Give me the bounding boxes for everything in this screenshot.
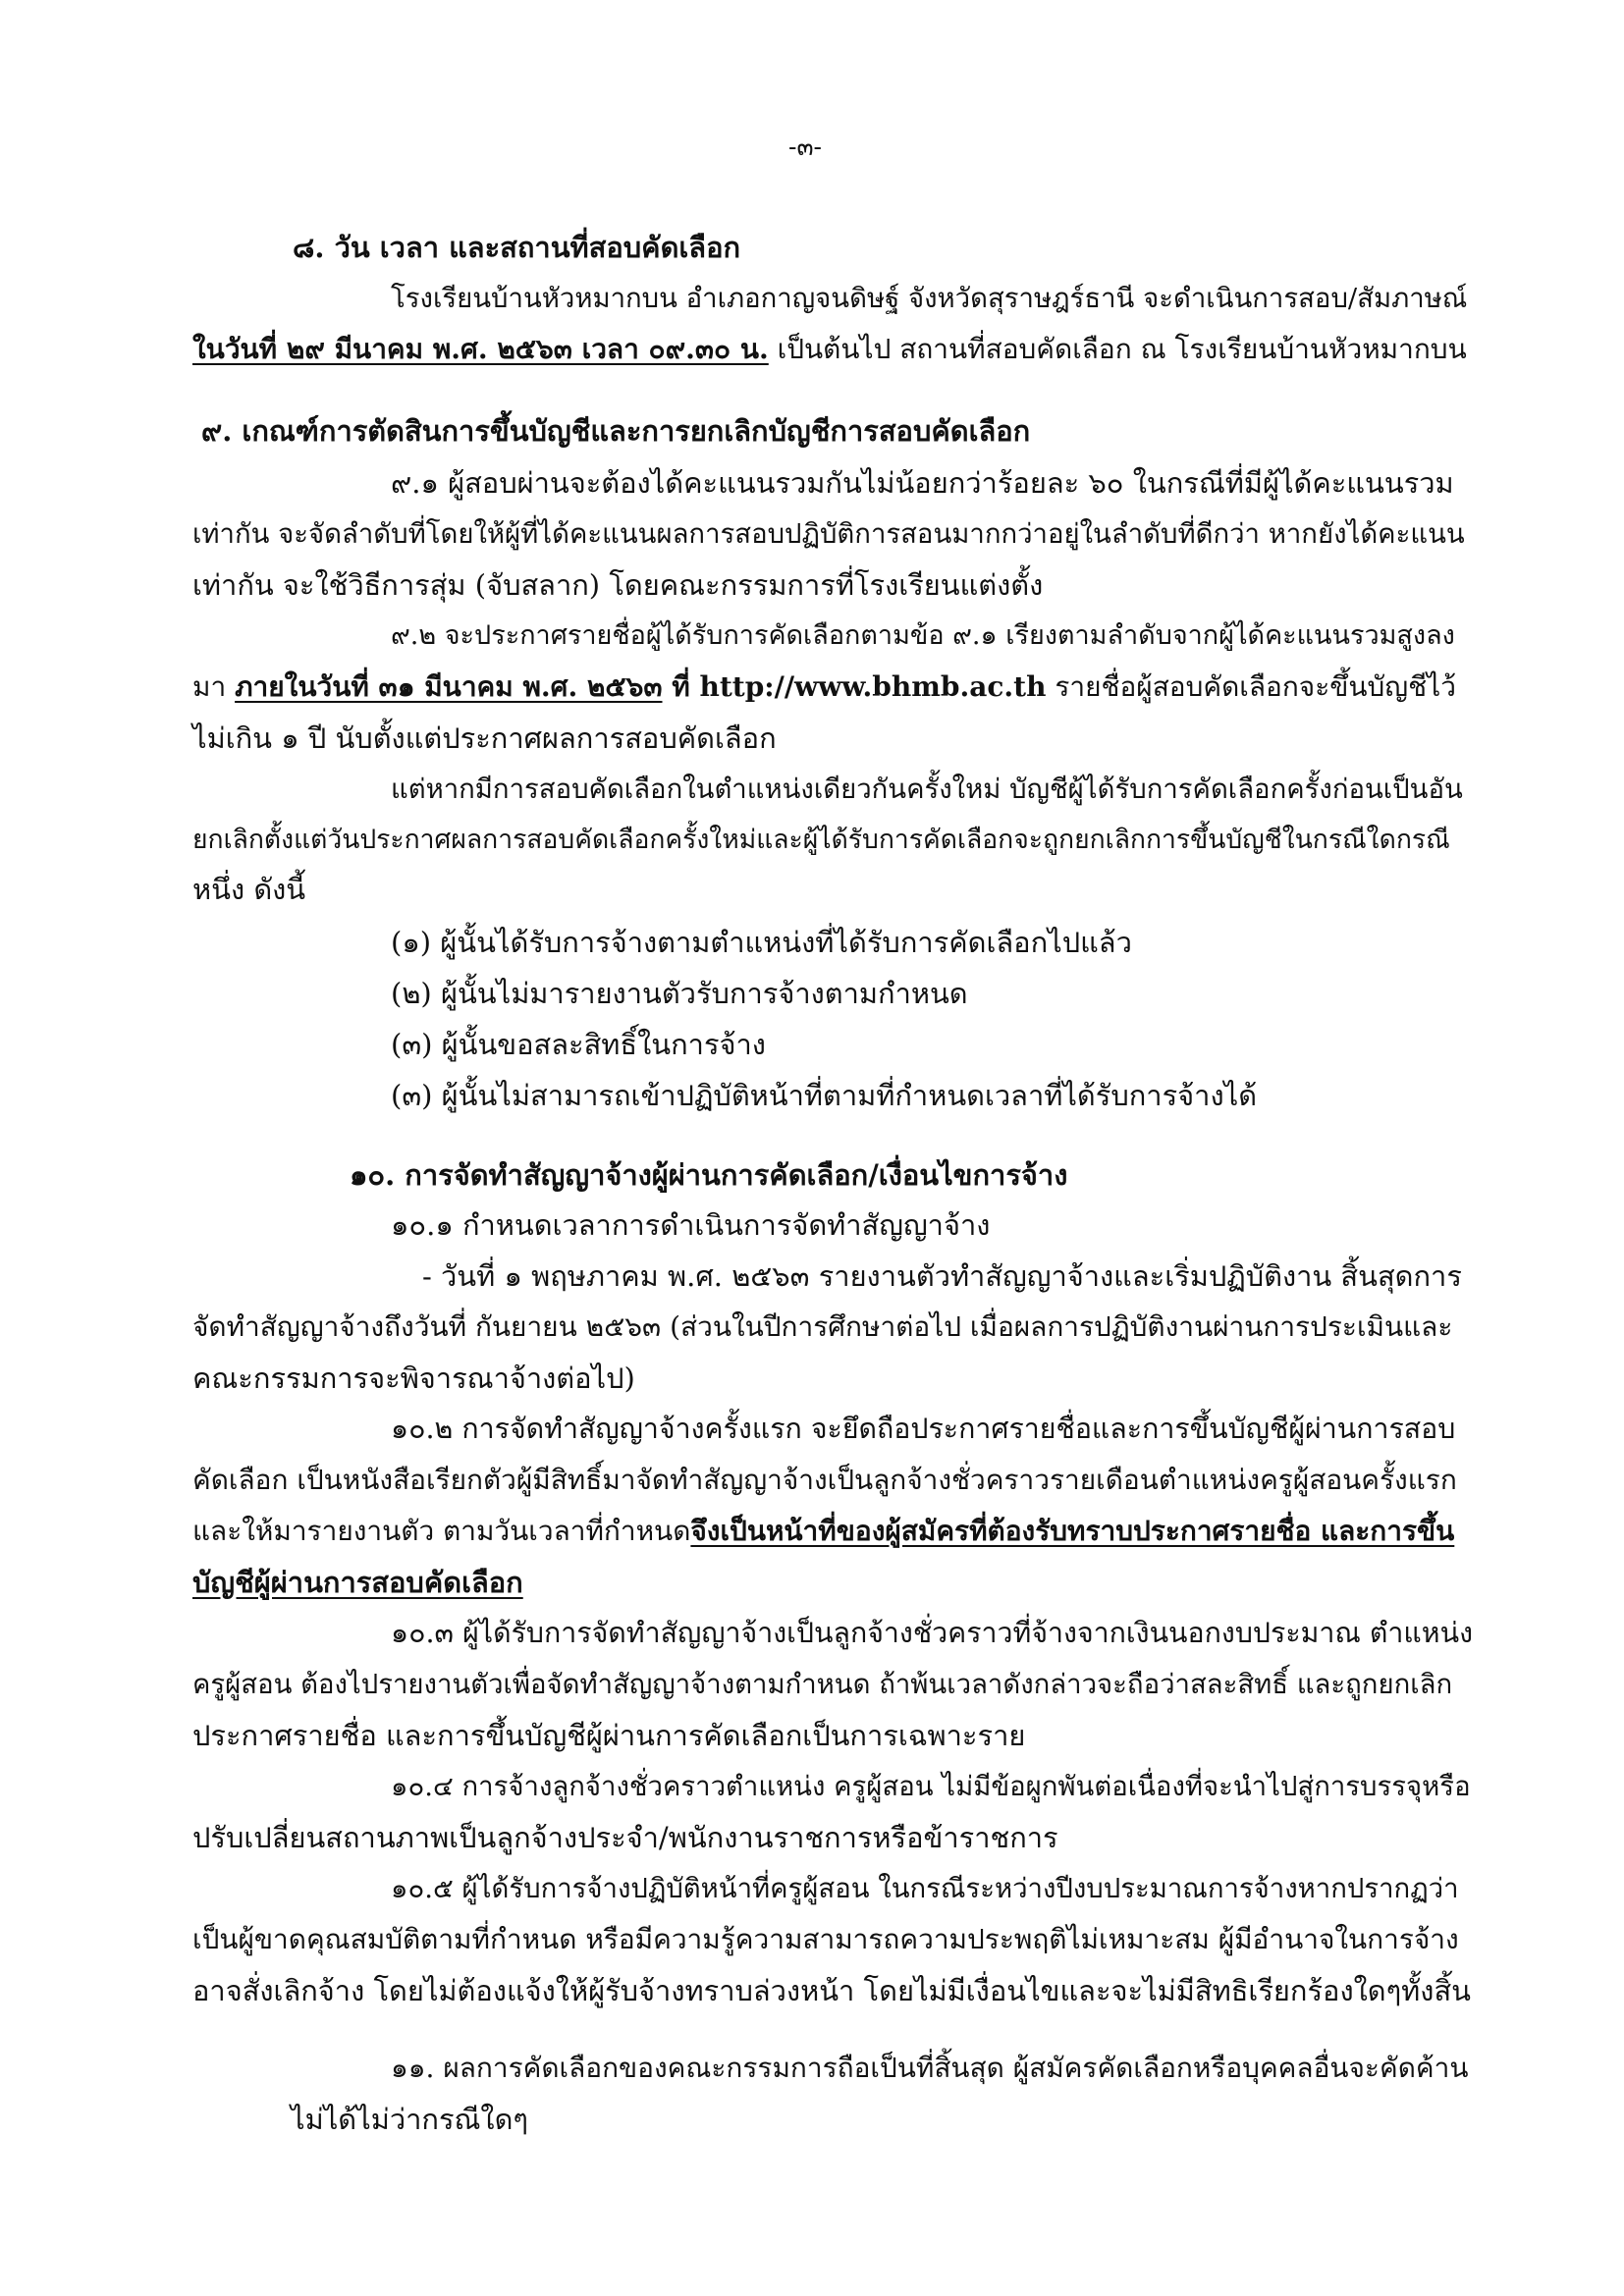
para-9-2-suffix: รายชื่อผู้สอบคัดเลือกจะขึ้นบัญชีไว้ [1046, 670, 1456, 703]
para-10-1-line-1: - วันที่ ๑ พฤษภาคม พ.ศ. ๒๕๖๓ รายงานตัวทำสัญญาจ้างและเริ่มปฏิบัติงาน สิ้นสุดการ [422, 1259, 1462, 1293]
para-10-3-line-1: ๑๐.๓ ผู้ได้รับการจัดทำสัญญาจ้างเป็นลูกจ้างชั่วคราวที่จ้างจากเงินนอกงบประมาณ ตำแหน่ง [391, 1617, 1473, 1649]
para-9-2-line-1: ๙.๒ จะประกาศรายชื่อผู้ได้รับการคัดเลือกตามข้อ ๙.๑ เรียงตามลำดับจากผู้ได้คะแนนรวมสูงลง [391, 620, 1455, 651]
para-10-2-line-1: ๑๐.๒ การจัดทำสัญญาจ้างครั้งแรก จะยึดถือประกาศรายชื่อและการขึ้นบัญชีผู้ผ่านการสอบ [391, 1413, 1456, 1445]
para-9-3-line-1: แต่หากมีการสอบคัดเลือกในตำแหน่งเดียวกันครั้งใหม่ บัญชีผู้ได้รับการคัดเลือกครั้งก่อนเป็นอัน [391, 774, 1463, 805]
para-10-5-line-3: อาจสั่งเลิกจ้าง โดยไม่ต้องแจ้งให้ผู้รับจ้างทราบล่วงหน้า โดยไม่มีเงื่อนไขและจะไม่มีสิทธิเรียกร้องใดๆทั้งสิ้น [192, 1974, 1471, 2007]
para-9-1-line-2: เท่ากัน จะจัดลำดับที่โดยให้ผู้ที่ได้คะแนนผลการสอบปฏิบัติการสอนมากกว่าอยู่ในลำดับที่ดีกว่า หากยังได้คะแนน [192, 518, 1465, 550]
para-10-3-line-2: ครูผู้สอน ต้องไปรายงานตัวเพื่อจัดทำสัญญาจ้างตามกำหนด ถ้าพ้นเวลาดังกล่าวจะถือว่าสละสิทธิ์ และถูกยกเลิก [192, 1669, 1453, 1700]
para-9-2-line-2 [192, 667, 1456, 707]
list-item: (๓) ผู้นั้นขอสละสิทธิ์ในการจ้าง [391, 1028, 766, 1061]
para-10-4-line-1: ๑๐.๔ การจ้างลูกจ้างชั่วคราวตำแหน่ง ครูผู้สอน ไม่มีข้อผูกพันต่อเนื่องที่จะนำไปสู่การบรรจุหรือ [391, 1771, 1471, 1802]
para-9-3-line-2: ยกเลิกตั้งแต่วันประกาศผลการสอบคัดเลือกครั้งใหม่และผู้ได้รับการคัดเลือกจะถูกยกเลิกการขึ้นบัญชีในกรณีใดกรณี [192, 825, 1450, 855]
para-10-5-line-2: เป็นผู้ขาดคุณสมบัติตามที่กำหนด หรือมีความรู้ความสามารถความประพฤติไม่เหมาะสม ผู้มีอำนาจในการจ้าง [192, 1923, 1459, 1955]
para-10-3-line-3: ประกาศรายชื่อ และการขึ้นบัญชีผู้ผ่านการคัดเลือกเป็นการเฉพาะราย [192, 1719, 1026, 1752]
para-9-2-prefix: มา [192, 670, 236, 703]
para-10-1-line-2: จัดทำสัญญาจ้างถึงวันที่ กันยายน ๒๕๖๓ (ส่วนในปีการศึกษาต่อไป เมื่อผลการปฏิบัติงานผ่านการประเมินและ [192, 1310, 1453, 1343]
section-11-line-2: ไม่ได้ไม่ว่ากรณีใดๆ [291, 2103, 528, 2136]
section-8-heading: ๘. วัน เวลา และสถานที่สอบคัดเลือก [293, 231, 741, 264]
exam-date: ในวันที่ ๒๙ มีนาคม พ.ศ. ๒๕๖๓ เวลา ๐๙.๓๐ น. [192, 333, 769, 365]
section-8-line-1: โรงเรียนบ้านหัวหมากบน อำเภอกาญจนดิษฐ์ จังหวัดสุราษฎร์ธานี จะดำเนินการสอบ/สัมภาษณ์ [391, 283, 1468, 314]
para-10-2-line-2: คัดเลือก เป็นหนังสือเรียกตัวผู้มีสิทธิ์มาจัดทำสัญญาจ้างเป็นลูกจ้างชั่วคราวรายเดือนตำแหน่งครูผู้สอนครั้งแรก [192, 1464, 1457, 1496]
para-10-2-text: และให้มารายงานตัว ตามวันเวลาที่กำหนด [192, 1515, 691, 1547]
list-item: (๑) ผู้นั้นได้รับการจ้างตามตำแหน่งที่ได้รับการคัดเลือกไปแล้ว [391, 926, 1132, 959]
para-10-1-line-3: คณะกรรมการจะพิจารณาจ้างต่อไป) [192, 1362, 635, 1395]
para-10-4-line-2: ปรับเปลี่ยนสถานภาพเป็นลูกจ้างประจำ/พนักงานราชการหรือข้าราชการ [192, 1821, 1058, 1854]
para-9-1-line-1: ๙.๑ ผู้สอบผ่านจะต้องได้คะแนนรวมกันไม่น้อยกว่าร้อยละ ๖๐ ในกรณีที่มีผู้ได้คะแนนรวม [391, 466, 1454, 500]
para-9-3-line-3: หนึ่ง ดังนี้ [192, 873, 306, 906]
announcement-date: ภายในวันที่ ๓๑ มีนาคม พ.ศ. ๒๕๖๓ [235, 670, 663, 703]
page-number: -๓- [788, 133, 822, 161]
list-item: (๒) ผู้นั้นไม่มารายงานตัวรับการจ้างตามกำหนด [391, 977, 968, 1010]
para-9-1-line-3: เท่ากัน จะใช้วิธีการสุ่ม (จับสลาก) โดยคณะกรรมการที่โรงเรียนแต่งตั้ง [192, 568, 1044, 602]
section-11-line-1: ๑๑. ผลการคัดเลือกของคณะกรรมการถือเป็นที่สิ้นสุด ผู้สมัครคัดเลือกหรือบุคคลอื่นจะคัดค้าน [391, 2052, 1469, 2084]
para-10-5-line-1: ๑๐.๕ ผู้ได้รับการจ้างปฏิบัติหน้าที่ครูผู้สอน ในกรณีระหว่างปีงบประมาณการจ้างหากปรากฏว่า [391, 1873, 1459, 1904]
section-8-line-2 [192, 330, 1467, 369]
para-9-2-line-3: ไม่เกิน ๑ ปี นับตั้งแต่ประกาศผลการสอบคัดเลือก [192, 721, 777, 755]
announcement-url: ที่ http://www.bhmb.ac.th [662, 670, 1047, 703]
section-10-heading: ๑๐. การจัดทำสัญญาจ้างผู้ผ่านการคัดเลือก/เงื่อนไขการจ้าง [350, 1158, 1068, 1192]
exam-location: เป็นต้นไป สถานที่สอบคัดเลือก ณ โรงเรียนบ้านหัวหมากบน [768, 333, 1467, 365]
list-item: (๓) ผู้นั้นไม่สามารถเข้าปฏิบัติหน้าที่ตามที่กำหนดเวลาที่ได้รับการจ้างได้ [391, 1079, 1258, 1112]
applicant-duty-notice: จึงเป็นหน้าที่ของผู้สมัครที่ต้องรับทราบประกาศรายชื่อ และการขึ้น [690, 1515, 1455, 1547]
para-10-2-line-4: บัญชีผู้ผ่านการสอบคัดเลือก [192, 1566, 523, 1599]
para-10-2-line-3 [192, 1512, 1454, 1551]
para-10-1: ๑๐.๑ กำหนดเวลาการดำเนินการจัดทำสัญญาจ้าง [391, 1208, 991, 1242]
section-9-heading: ๙. เกณฑ์การตัดสินการขึ้นบัญชีและการยกเลิกบัญชีการสอบคัดเลือก [201, 414, 1031, 448]
